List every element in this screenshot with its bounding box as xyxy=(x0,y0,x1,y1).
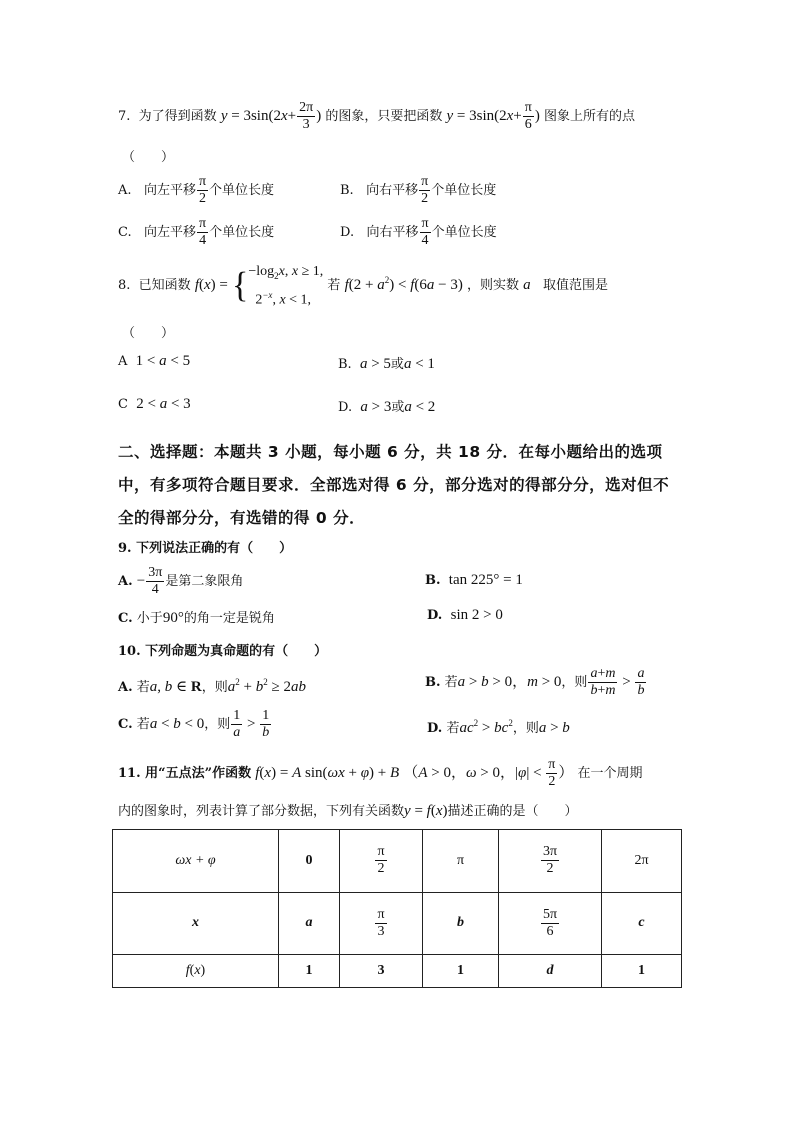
q10-option-a: A. 若a, b ∈ R，则$a^2 + b^2 \ge 2ab$ xyxy=(118,677,306,695)
table-cell: π xyxy=(423,830,499,893)
q11-stem-line-1: 11. 用“五点法”作函数 f(x) = A sin(ωx + φ) + B （A > 0，ω > 0，|φ| < $\frac{\pi}{2}$ ） 在一个周期 xyxy=(118,757,643,789)
q10-option-c: C. 若a < b < 0，则 $\frac{1}{a}$ > $\frac{1}{b}$ xyxy=(118,708,270,740)
q7-number: 7. xyxy=(118,108,131,124)
table-cell: b xyxy=(423,892,499,955)
q8-cases: $-\log_2x$, x ≥ 1, $2^{-x}$, x < 1, xyxy=(248,264,324,308)
table-cell: $\frac{\pi}{2}$ xyxy=(340,830,423,893)
table-row xyxy=(113,892,682,955)
q10-option-b: B. 若a > b > 0，m > 0，则 $\frac{a+m}{b+m}$ > $\frac{a}{b}$ xyxy=(425,666,645,698)
q8-brace: { xyxy=(232,265,249,305)
table-cell: 1 xyxy=(279,955,340,988)
q11-data-table xyxy=(112,829,682,988)
table-cell: $\frac{3\pi}{2}$ xyxy=(499,830,602,893)
q11-function: f(x) = A sin(ωx + φ) + B xyxy=(255,764,400,781)
q7-fraction-2pi-3: $\frac{2\pi}{3}$ xyxy=(299,100,314,132)
q10-title: 10. 下列命题为真命题的有（ ） xyxy=(118,644,328,659)
q8-var-a: a xyxy=(523,277,531,294)
q8-option-b: B. a > 5或a < 1 xyxy=(338,356,435,372)
q9-title: 9. 下列说法正确的有（ ） xyxy=(118,541,293,556)
table-cell: 3 xyxy=(340,955,423,988)
q8-text-1: 已知函数 xyxy=(138,278,191,294)
q8-stem xyxy=(118,262,608,309)
table-cell: $\frac{5\pi}{6}$ xyxy=(499,892,602,955)
q9-option-c: C. 小于90°的角一定是锐角 xyxy=(118,610,275,626)
q8-option-d: D. a > 3或a < 2 xyxy=(338,399,436,415)
section2-line-1: 二、选择题：本题共 3 小题，每小题 6 分，共 18 分．在每小题给出的选项 xyxy=(118,443,663,461)
q7-fraction-pi-6: $\frac{\pi}{6}$ xyxy=(524,100,532,132)
table-header-fx: f(x) xyxy=(113,955,279,988)
q7-stem xyxy=(118,100,635,133)
q7-option-a: A. 向左平移 $\frac{\pi}{2}$ 个单位长度 xyxy=(118,174,275,206)
q8-function-def: f(x) = xyxy=(194,277,228,294)
table-header-x: x xyxy=(113,892,279,955)
q7-option-c: C. 向左平移 $\frac{\pi}{4}$ 个单位长度 xyxy=(118,216,275,248)
table-cell: c xyxy=(602,892,682,955)
q8-text-4: 取值范围是 xyxy=(543,278,609,294)
q8-option-a: A 1 < a < 5 xyxy=(118,353,191,369)
table-cell: a xyxy=(279,892,340,955)
table-cell: 2π xyxy=(602,830,682,893)
q8-option-c: C 2 < a < 3 xyxy=(118,396,191,412)
q9-option-d: D. sin 2 > 0 xyxy=(427,607,503,623)
table-row xyxy=(113,830,682,893)
q7-answer-paren: （ ） xyxy=(122,150,175,165)
q8-answer-paren: （ ） xyxy=(122,326,175,341)
table-row xyxy=(113,955,682,988)
q11-conditions: （A > 0，ω > 0，|φ| < $\frac{\pi}{2}$ ） xyxy=(403,757,574,789)
table-cell: 1 xyxy=(423,955,499,988)
q7-text-1: 为了得到函数 xyxy=(138,108,217,124)
q7-option-d: D. 向右平移 $\frac{\pi}{4}$ 个单位长度 xyxy=(340,216,497,248)
section2-line-3: 全的得部分分，有选错的得 0 分． xyxy=(118,509,366,527)
q8-text-2: 若 xyxy=(327,278,341,294)
q11-stem-line-2: 内的图象时，列表计算了部分数据，下列有关函数y = f(x)描述正确的是（ ） xyxy=(118,803,578,819)
q9-option-a: A. − $\frac{3\pi}{4}$ 是第二象限角 xyxy=(118,565,244,597)
q10-option-d: D. 若$ac^2 > bc^2$，则a > b xyxy=(427,718,570,736)
table-cell: 1 xyxy=(602,955,682,988)
q7-formula-2: y = 3sin(2x+ $\frac{\pi}{6}$ ) xyxy=(446,100,540,132)
q8-text-3: ，则实数 xyxy=(466,278,519,294)
table-header-phase: ωx + φ xyxy=(113,830,279,893)
q7-text-2: 的图象，只要把函数 xyxy=(325,108,443,124)
table-cell: 0 xyxy=(279,830,340,893)
q8-number: 8. xyxy=(118,278,131,294)
q9-option-b: B. tan 225° = 1 xyxy=(425,572,523,588)
q8-inequality: $f(2 + a^2) < f(6a - 3)$ xyxy=(344,275,463,294)
q7-formula-1: y = 3sin(2x+ $\frac{2\pi}{3}$ ) xyxy=(220,100,322,132)
section2-line-2: 中，有多项符合题目要求．全部选对得 6 分，部分选对的得部分分，选对但不 xyxy=(118,476,670,494)
table-cell: d xyxy=(499,955,602,988)
q7-text-3: 图象上所有的点 xyxy=(543,108,635,124)
q7-option-b: B. 向右平移 $\frac{\pi}{2}$ 个单位长度 xyxy=(340,174,497,206)
table-cell: $\frac{\pi}{3}$ xyxy=(340,892,423,955)
